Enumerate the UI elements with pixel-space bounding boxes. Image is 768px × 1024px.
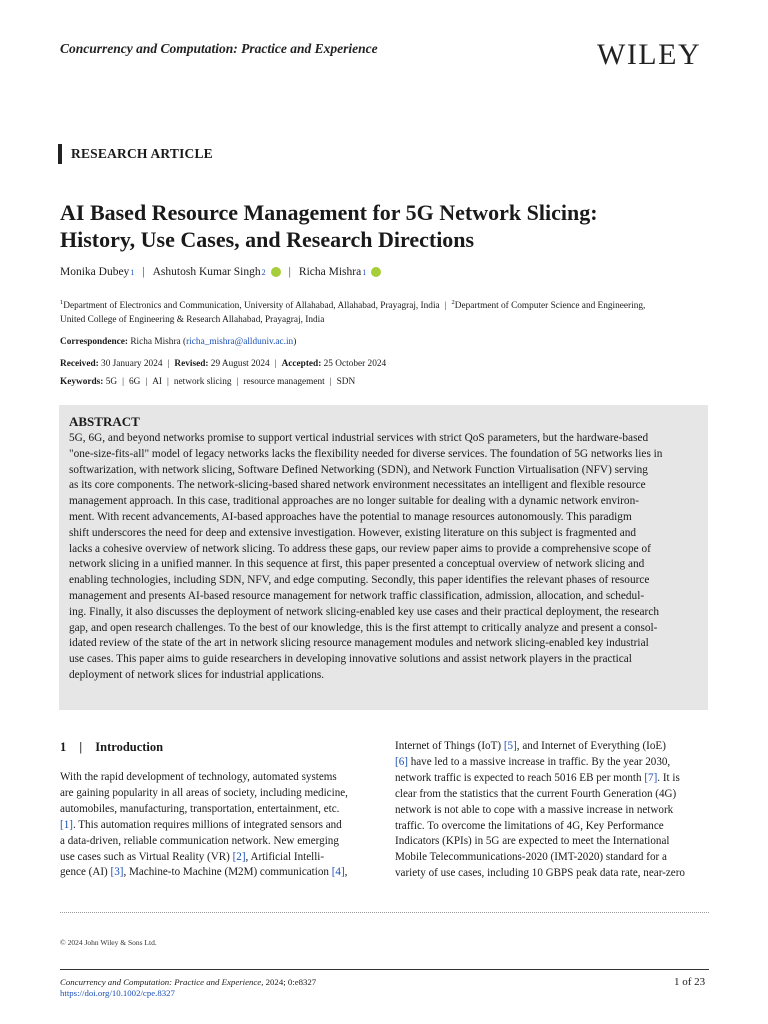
body-column-left <box>60 770 372 881</box>
body-text: network traffic is expected to reach 5016 EB per month <box>395 771 645 784</box>
body-text: use cases such as Virtual Reality (VR) <box>60 850 233 863</box>
publisher-logo: WILEY <box>597 38 702 71</box>
accepted-date: 25 October 2024 <box>323 359 387 369</box>
keyword-separator: | <box>329 377 332 387</box>
keyword-item: 5G <box>105 377 118 387</box>
keyword-item: network slicing <box>173 377 232 387</box>
abstract-line: management and presents AI-based resource management for network traffic classification, admission, allocation, and schedul- <box>69 589 645 602</box>
keyword-item: AI <box>152 377 163 387</box>
abstract-line: as its core components. The network-slicing-based shared network environment necessitates an intelligent and flexible resource <box>69 479 646 492</box>
revised-date: 29 August 2024 <box>210 359 270 369</box>
correspondence-email-link[interactable]: richa_mishra@allduniv.ac.in <box>186 337 294 347</box>
body-line <box>395 755 709 771</box>
keywords <box>60 377 355 387</box>
body-text: have led to a massive increase in traffic. By the year 2030, <box>407 755 671 768</box>
body-line <box>395 771 709 787</box>
affiliation-1: Department of Electronics and Communication, University of Allahabad, Allahabad, Prayagraj, India <box>63 301 440 312</box>
body-column-right <box>395 739 709 882</box>
body-text: . This automation requires millions of integrated sensors and <box>72 818 342 831</box>
citation-link[interactable]: [6] <box>395 755 408 768</box>
body-text: traffic. To overcome the limitations of 4G, Key Performance <box>395 819 664 832</box>
correspondence-label: Correspondence: <box>60 337 128 347</box>
keywords-label: Keywords: <box>60 377 104 387</box>
body-line <box>60 802 372 818</box>
title-line: AI Based Resource Management for 5G Network Slicing: <box>60 200 598 225</box>
author-name[interactable]: Ashutosh Kumar Singh <box>152 266 261 278</box>
author-separator: | <box>142 266 145 278</box>
title-line: History, Use Cases, and Research Directions <box>60 227 475 252</box>
author-separator: | <box>288 266 291 278</box>
abstract-line: 5G, 6G, and beyond networks promise to support vertical industrial services with strict QoS parameters, but the hardware-based <box>69 432 649 444</box>
journal-name: Concurrency and Computation: Practice and Experience <box>60 41 378 56</box>
section-separator: | <box>79 740 83 754</box>
affiliations <box>60 296 710 327</box>
date-separator: | <box>274 359 277 369</box>
citation-link[interactable]: [4] <box>331 866 345 879</box>
body-text: , Artificial Intelli- <box>245 850 325 863</box>
body-line <box>60 786 372 802</box>
body-line <box>60 818 372 834</box>
abstract-line: deployment of network slices for industrial applications. <box>69 668 325 681</box>
author-affiliation-marker[interactable]: 1 <box>362 267 367 277</box>
copyright-notice: © 2024 John Wiley & Sons Ltd. <box>60 938 157 947</box>
abstract-line: lacks a cohesive overview of network slicing. To address these gaps, our review paper aims to provide a comprehensive scope of <box>69 542 651 555</box>
author-affiliation-marker[interactable]: 1 <box>130 267 135 277</box>
article-type-bar <box>58 144 62 164</box>
footer-citation <box>60 977 316 987</box>
body-line <box>60 865 372 881</box>
correspondence-name: Richa Mishra <box>130 337 181 347</box>
body-line <box>395 803 709 819</box>
affiliation-number: 1 <box>60 299 64 306</box>
citation-link[interactable]: [2] <box>232 850 246 863</box>
abstract-box <box>59 405 708 710</box>
footer-rule <box>60 969 709 970</box>
revised-label: Revised: <box>174 359 209 369</box>
abstract-line: softwarization, with network slicing, Software Defined Networking (SDN), and Network Function Virtualisation (NFV) serving <box>69 463 648 476</box>
body-text: Indicators (KPIs) in 5G are expected to meet the International <box>395 835 670 848</box>
keyword-separator: | <box>145 377 148 387</box>
author-name[interactable]: Richa Mishra <box>298 266 362 278</box>
body-line <box>60 850 372 866</box>
citation-link[interactable]: [5] <box>503 740 517 752</box>
body-text: automobiles, manufacturing, transportation, entertainment, etc. <box>60 802 340 815</box>
affiliation-number: 2 <box>451 299 455 306</box>
keyword-item: SDN <box>336 377 356 387</box>
body-text: Mobile Telecommunications-2020 (IMT-2020) standard for a <box>395 851 667 864</box>
abstract-line: ment. With recent advancements, AI-based approaches have the potential to manage resources autonomously. This paradigm <box>69 510 632 523</box>
footer-volume: 2024; 0:e8327 <box>263 977 317 987</box>
body-line <box>395 866 709 882</box>
orcid-icon[interactable] <box>371 267 381 277</box>
date-separator: | <box>167 359 170 369</box>
page-number: 1 of 23 <box>674 976 706 988</box>
received-date: 30 January 2024 <box>101 359 163 369</box>
correspondence: Correspondence: Richa Mishra (richa_mishra@allduniv.ac.in) <box>60 337 297 347</box>
body-text: gence (AI) <box>60 866 111 879</box>
abstract-text <box>69 431 699 684</box>
body-text: , <box>344 866 348 879</box>
author-name[interactable]: Monika Dubey <box>60 266 130 278</box>
body-text: , Machine-to Machine (M2M) communication <box>123 866 332 879</box>
body-text: Internet of Things (IoT) <box>395 740 504 752</box>
footer-journal-name: Concurrency and Computation: Practice and Experience, <box>60 977 264 987</box>
abstract-heading: ABSTRACT <box>69 414 140 429</box>
article-title <box>60 199 720 253</box>
citation-link[interactable]: [7] <box>644 771 658 784</box>
author-list <box>60 266 381 278</box>
body-text: . It is <box>657 771 680 784</box>
keyword-item: resource management <box>243 377 325 387</box>
section-heading <box>60 740 163 755</box>
section-number: 1 <box>60 740 67 754</box>
doi-link[interactable]: https://doi.org/10.1002/cpe.8327 <box>60 988 175 998</box>
body-line <box>395 819 709 835</box>
body-text: are gaining popularity in all areas of society, including medicine, <box>60 786 348 799</box>
abstract-line: use cases. This paper aims to guide researchers in developing innovative solutions and assist network players in the practical <box>69 653 632 666</box>
accepted-label: Accepted: <box>281 359 322 369</box>
keyword-separator: | <box>122 377 124 387</box>
section-title: Introduction <box>95 740 164 754</box>
body-line <box>60 834 372 850</box>
affiliation-2: Department of Computer Science and Engineering, <box>454 301 646 312</box>
article-dates <box>60 359 386 369</box>
keyword-separator: | <box>167 377 169 387</box>
body-text: variety of use cases, including 10 GBPS peak data rate, near-zero <box>395 867 685 880</box>
received-label: Received: <box>60 359 99 369</box>
body-line <box>60 770 372 786</box>
body-text: With the rapid development of technology, automated systems <box>60 771 337 783</box>
article-type <box>58 144 213 164</box>
abstract-line: network slicing in a unified manner. In this sequence at first, this paper presented a conceptual overview of network slicing and <box>69 558 645 571</box>
orcid-icon[interactable] <box>271 267 281 277</box>
author-affiliation-marker[interactable]: 2 <box>261 267 266 277</box>
abstract-line: ing. Finally, it also discusses the deployment of network slicing-enabled key use cases and their practical deployment, the research <box>69 605 659 618</box>
body-text: network is not able to cope with a massive increase in network <box>395 803 674 816</box>
body-text: , and Internet of Everything (IoE) <box>516 740 666 752</box>
body-line <box>395 850 709 866</box>
abstract-line: shift underscores the need for deep and extensive investigation. However, existing literature on this subject is fragmented and <box>69 526 637 539</box>
abstract-line: "one-size-fits-all" model of legacy networks lacks the flexibility needed for diverse services. The foundation of 5G networks lies in <box>69 447 663 460</box>
body-text: a data-driven, reliable communication network. New emerging <box>60 834 339 847</box>
keyword-item: 6G <box>128 377 141 387</box>
abstract-line: idated review of the state of the art in network slicing resource management modules and network slicing-enabled key industrial <box>69 637 649 650</box>
footnote-divider <box>60 912 709 913</box>
keyword-separator: | <box>236 377 239 387</box>
citation-link[interactable]: [1] <box>60 818 73 831</box>
body-line <box>395 787 709 803</box>
abstract-line: enabling technologies, including SDN, NFV, and edge computing. Secondly, this paper identifies the relevant phases of resource <box>69 574 650 587</box>
article-type-label: RESEARCH ARTICLE <box>71 146 213 161</box>
abstract-line: management approach. In this case, traditional approaches are no longer suitable for dealing with a dynamic network environ- <box>69 495 639 508</box>
abstract-line: gap, and open research challenges. To the best of our knowledge, this is the first attempt to critically analyze and present a consol- <box>69 621 658 634</box>
body-line <box>395 834 709 850</box>
body-text: clear from the statistics that the current Fourth Generation (4G) <box>395 787 677 800</box>
affiliation-separator: | <box>444 301 447 312</box>
citation-link[interactable]: [3] <box>110 866 124 879</box>
body-line <box>395 739 709 755</box>
affiliation-2-cont: United College of Engineering & Research Allahabad, Prayagraj, India <box>60 315 325 326</box>
